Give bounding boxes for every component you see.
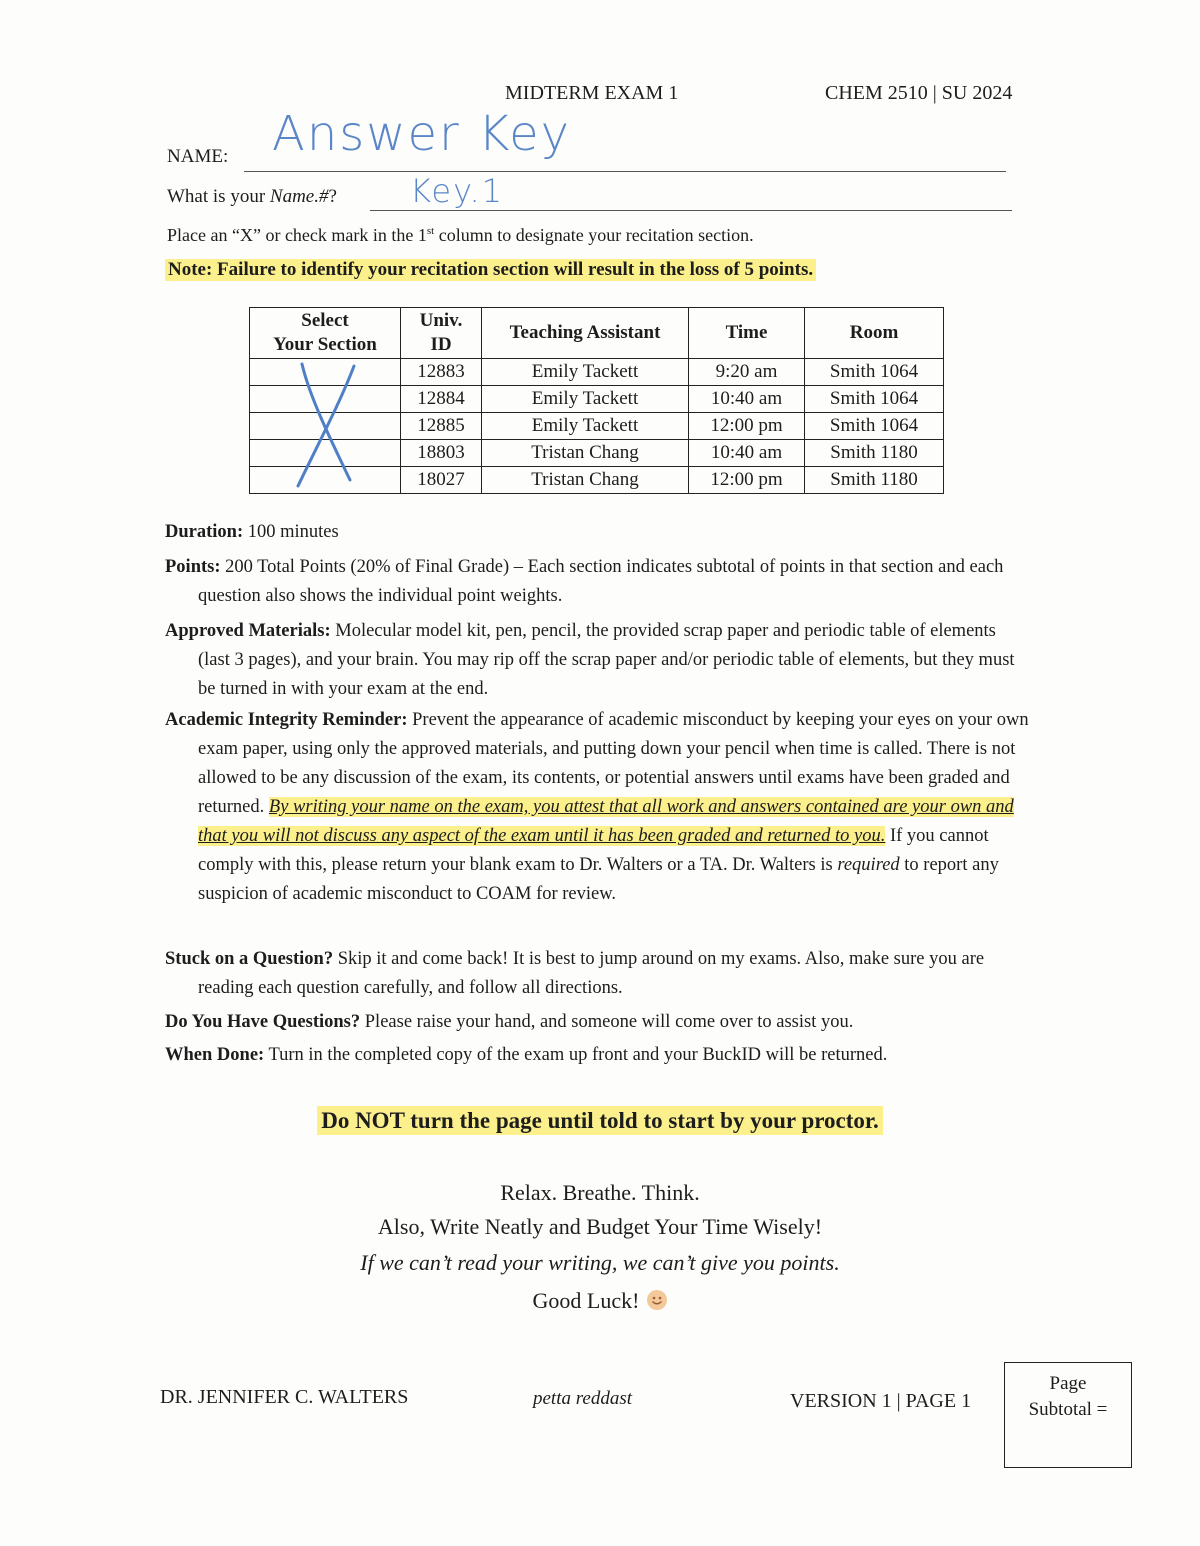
time-cell: 9:20 am: [689, 359, 805, 386]
integrity-attestation: By writing your name on the exam, you attest that all work and answers contained are your own and that you will not discuss any aspect of the exam until it has been graded and returned to you.: [198, 797, 1014, 846]
integrity-paragraph: Academic Integrity Reminder: Prevent the appearance of academic misconduct by keeping your eyes on your own exam paper, using only the approved materials, and putting down your pencil when time is called. There is not allowed to be any discussion of the exam, its contents, or potential answers until exams have been graded and returned. By writing your name on the exam, you attest that all work and answers contained are your own and that you will not discuss any aspect of the exam until it has been graded and returned to you. If you cannot comply with this, please return your blank exam to Dr. Walters or a TA. Dr. Walters is required to report any suspicion of academic misconduct to COAM for review.: [165, 710, 1029, 904]
subtotal-label-2: Subtotal =: [1028, 1399, 1108, 1420]
name-label: NAME:: [167, 146, 229, 167]
materials-paragraph: Approved Materials: Molecular model kit, pen, pencil, the provided scrap paper and periodic table of elements (last 3 pages), and your brain. You may rip off the scrap paper and/or periodic table of elements, but they must be turned in with your exam at the end.: [165, 621, 1015, 699]
ta-cell: Tristan Chang: [482, 440, 689, 467]
good-luck-line: Good Luck!: [0, 1288, 1200, 1314]
exam-title: MIDTERM EXAM 1: [505, 82, 679, 104]
name-number-label: What is your Name.#?: [167, 186, 337, 207]
room-cell: Smith 1064: [805, 386, 944, 413]
univ-id-cell: 12883: [401, 359, 482, 386]
warning-container: [0, 1108, 1200, 1134]
room-cell: Smith 1064: [805, 359, 944, 386]
course-label: CHEM 2510 | SU 2024: [825, 82, 1013, 104]
header-univ-id: Univ. ID: [401, 308, 482, 359]
page-subtotal-box[interactable]: [1004, 1362, 1132, 1468]
questions-paragraph: Do You Have Questions? Please raise your hand, and someone will come over to assist you.: [165, 1012, 854, 1032]
univ-id-cell: 12884: [401, 386, 482, 413]
closing-line-3: If we can’t read your writing, we can’t give you points.: [360, 1250, 840, 1275]
header-room: Room: [805, 308, 944, 359]
author-name: DR. JENNIFER C. WALTERS: [160, 1386, 409, 1408]
header-ta: Teaching Assistant: [482, 308, 689, 359]
ta-cell: Emily Tackett: [482, 413, 689, 440]
room-cell: Smith 1180: [805, 467, 944, 494]
handwritten-x-mark: [250, 358, 400, 493]
smiley-icon: [647, 1290, 667, 1310]
closing-line-1: Relax. Breathe. Think.: [500, 1180, 700, 1205]
room-cell: Smith 1064: [805, 413, 944, 440]
ta-cell: Tristan Chang: [482, 467, 689, 494]
time-cell: 10:40 am: [689, 440, 805, 467]
points-paragraph: Points: 200 Total Points (20% of Final Grade) – Each section indicates subtotal of points in that section and each question also shows the individual point weights.: [165, 557, 1004, 606]
header-select: Select Your Section: [250, 308, 401, 359]
version-page: VERSION 1 | PAGE 1: [790, 1390, 972, 1412]
name-handwriting: Answer Key: [272, 106, 572, 162]
table-header-row: [250, 308, 944, 359]
ta-cell: Emily Tackett: [482, 359, 689, 386]
room-cell: Smith 1180: [805, 440, 944, 467]
name-number-handwriting: Key.1: [410, 172, 504, 210]
footer-motto: petta reddast: [533, 1388, 633, 1409]
time-cell: 12:00 pm: [689, 413, 805, 440]
name-underline: [244, 171, 1006, 172]
header-time: Time: [689, 308, 805, 359]
time-cell: 10:40 am: [689, 386, 805, 413]
section-instruction: Place an “X” or check mark in the 1st column to designate your recitation section.: [167, 225, 754, 245]
univ-id-cell: 18803: [401, 440, 482, 467]
done-paragraph: When Done: Turn in the completed copy of the exam up front and your BuckID will be returned.: [165, 1045, 888, 1065]
stuck-paragraph: Stuck on a Question? Skip it and come back! It is best to jump around on my exams. Also, make sure you are reading each question carefully, and follow all directions.: [165, 949, 985, 998]
subtotal-label-1: Page: [1049, 1373, 1087, 1394]
ta-cell: Emily Tackett: [482, 386, 689, 413]
closing-line-2: Also, Write Neatly and Budget Your Time Wisely!: [377, 1214, 823, 1239]
univ-id-cell: 18027: [401, 467, 482, 494]
note-warning: Note: Failure to identify your recitation section will result in the loss of 5 points.: [165, 259, 816, 281]
do-not-turn-warning: Do NOT turn the page until told to start by your proctor.: [317, 1106, 883, 1135]
time-cell: 12:00 pm: [689, 467, 805, 494]
univ-id-cell: 12885: [401, 413, 482, 440]
name-number-underline: [370, 210, 1012, 211]
duration-paragraph: Duration: 100 minutes: [165, 522, 339, 542]
